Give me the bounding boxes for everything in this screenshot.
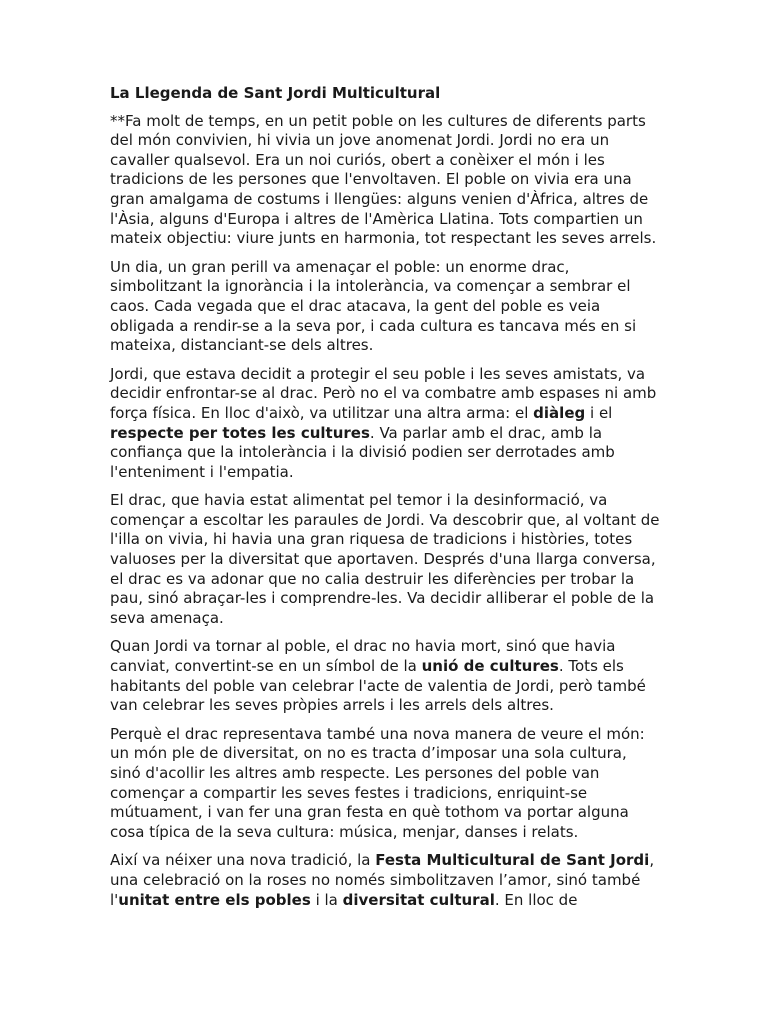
bold-text: Festa Multicultural de Sant Jordi <box>375 851 650 870</box>
paragraph <box>110 365 662 483</box>
bold-text: unió de cultures <box>421 657 559 676</box>
document-page <box>110 84 662 919</box>
paragraph-text: i el <box>585 403 613 422</box>
bold-text: respecte per totes les cultures <box>110 423 370 442</box>
paragraph-text: **Fa molt de temps, en un petit poble on les cultures de diferents parts del món convivien, hi vivia un jove anomenat Jordi. Jordi no era un cavaller qualsevol. Era un noi curiós, obert a conèixer el món i les tradicions de les persones que l'envoltaven. El poble on vivia era una gran amalgama de costums i llengües: alguns venien d'Àfrica, altres de l'Àsia, alguns d'Europa i altres de l'Amèrica Llatina. Tots compartien un mateix objectiu: viure junts en harmonia, tot respectant les seves arrels. <box>110 111 657 248</box>
paragraph <box>110 725 662 843</box>
paragraph <box>110 112 662 249</box>
paragraph-text: . Tots els habitants del poble van celebrar l'acte de valentia de Jordi, però també van celebrar les seves pròpies arrels i les arrels dels altres. <box>110 657 646 715</box>
paragraph <box>110 258 662 356</box>
paragraph-text: . En lloc de <box>494 890 578 909</box>
bold-text: diàleg <box>533 403 586 422</box>
bold-text: diversitat cultural <box>342 890 495 909</box>
bold-text: unitat entre els pobles <box>118 890 311 909</box>
paragraph-text: , una celebració on la roses no només simbolitzaven l’amor, sinó també l' <box>110 851 655 909</box>
paragraph <box>110 491 662 628</box>
paragraph <box>110 851 662 910</box>
document-title: La Llegenda de Sant Jordi Multicultural <box>110 84 441 102</box>
paragraph-text: i la <box>310 890 343 909</box>
paragraph-text: Així va néixer una nova tradició, la <box>110 851 376 870</box>
paragraph-text: Un dia, un gran perill va amenaçar el poble: un enorme drac, simbolitzant la ignorància i la intolerància, va començar a sembrar el caos. Cada vegada que el drac atacava, la gent del poble es veia obligada a rendir-se a la seva por, i cada cultura es tancava més en si mateixa, distanciant-se dels altres. <box>110 257 637 355</box>
paragraph-text: El drac, que havia estat alimentat pel temor i la desinformació, va començar a escoltar les paraules de Jordi. Va descobrir que, al voltant de l'illa on vivia, hi havia una gran riquesa de tradicions i històries, totes valuoses per la diversitat que aportaven. Després d'una llarga conversa, el drac es va adonar que no calia destruir les diferències per trobar la pau, sinó abraçar-les i comprendre-les. Va decidir alliberar el poble de la seva amenaça. <box>110 491 660 627</box>
paragraph-text: . Va parlar amb el drac, amb la confiança que la intolerància i la divisió podien ser derrotades amb l'enteniment i l'empatia. <box>110 423 615 481</box>
paragraph-text: Quan Jordi va tornar al poble, el drac no havia mort, sinó que havia canviat, convertint-se en un símbol de la <box>110 637 616 676</box>
paragraph-text: Perquè el drac representava també una nova manera de veure el món: un món ple de diversitat, on no es tracta d’imposar una sola cultura, sinó d'acollir les altres amb respecte. Les persones del poble van començar a compartir les seves festes i tradicions, enriquint-se mútuament, i van fer una gran festa en què tothom va portar alguna cosa típica de la seva cultura: música, menjar, danses i relats. <box>110 724 645 841</box>
paragraph-text: Jordi, que estava decidit a protegir el seu poble i les seves amistats, va decidir enfrontar-se al drac. Però no el va combatre amb espases ni amb força física. En lloc d'això, va utilitzar una altra arma: el <box>110 364 657 422</box>
paragraph <box>110 637 662 715</box>
